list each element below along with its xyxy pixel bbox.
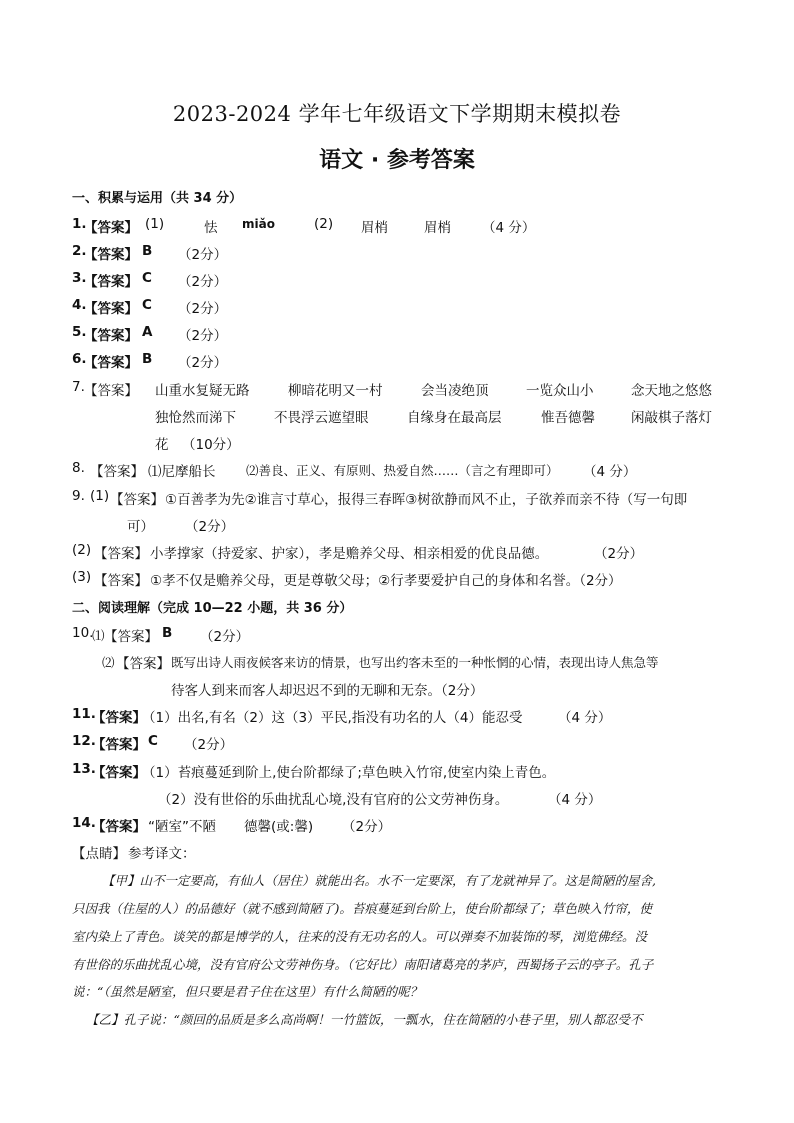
score: （2分） (185, 519, 235, 535)
question-number: 10. (72, 625, 94, 641)
answer-text: B (162, 625, 173, 641)
sub-marker: ⑵ (102, 655, 115, 670)
answer-tag: 【答案】 (84, 220, 138, 236)
section-heading-2: 二、阅读理解（完成 10—22 小题，共 36 分） (72, 601, 353, 616)
answer-tag: 【答案】 (104, 629, 158, 645)
answer-tag: 【答案】 (92, 737, 146, 753)
sub-marker: (2) (72, 542, 92, 558)
translation-line: 有世俗的乐曲扰乱心境，没有官府公文劳神伤身。（它好比）南阳诸葛亮的茅庐，西蜀扬子云的亭子。孔子 (72, 957, 654, 972)
score: （2分） (594, 546, 644, 562)
answer-text: 眉梢 (424, 220, 451, 236)
answer-tag: 【答案】 (94, 573, 148, 589)
answer-text: （1）出名,有名（2）这（3）平民,指没有功名的人（4）能忍受 (142, 710, 523, 726)
translation-line: 说：“（虽然是陋室，但只要是君子住在这里）有什么简陋的呢？ (72, 984, 423, 999)
question-number: 8. (72, 460, 85, 476)
poem-line: 一览众山小 (526, 383, 594, 399)
poem-line: 不畏浮云遮望眼 (274, 410, 369, 426)
poem-line: 花 (155, 437, 169, 453)
answer-text: （2）没有世俗的乐曲扰乱心境,没有官府的公文劳神伤身。 (158, 792, 509, 808)
translation-line: 室内染上了青色。谈笑的都是博学的人，往来的没有无功名的人。可以弹奏不加装饰的琴，浏览佛经。没 (72, 929, 648, 944)
answer-tag: 【答案】 (84, 355, 138, 371)
sub-marker: ⑴ (92, 628, 105, 643)
score: （2分） (178, 355, 228, 371)
score: （4 分） (558, 710, 612, 726)
sub-marker: (1) (90, 488, 110, 504)
answer-text: 待客人到来而客人却迟迟不到的无聊和无奈。（2分） (171, 683, 484, 699)
score: （2分） (178, 301, 228, 317)
question-number: 12. (72, 733, 96, 749)
answer-text: ⑵善良、正义、有原则、热爱自然……（言之有理即可） (246, 463, 559, 478)
score: （2分） (178, 328, 228, 344)
note-label: 参考译文： (128, 846, 196, 862)
sub-marker: (2) (314, 216, 334, 232)
score: （4 分） (583, 464, 637, 480)
question-number: 13. (72, 761, 96, 777)
score: （4 分） (482, 220, 536, 236)
score: （2分） (178, 247, 228, 263)
answer-text: 可） (127, 519, 154, 535)
poem-line: 念天地之悠悠 (631, 383, 712, 399)
answer-tag: 【答案】 (116, 656, 170, 672)
score: （4 分） (548, 792, 602, 808)
section-heading-1: 一、积累与运用（共 34 分） (72, 191, 243, 206)
answer-text: B (142, 243, 153, 259)
answer-tag: 【答案】 (92, 819, 146, 835)
sub-marker: (3) (72, 569, 92, 585)
answer-text: A (142, 324, 153, 340)
answer-text: 怯 (204, 220, 218, 236)
question-number: 2. (72, 243, 87, 259)
poem-line: 自缘身在最高层 (407, 410, 502, 426)
answer-text: miǎo (242, 217, 275, 231)
answer-tag: 【答案】 (92, 765, 146, 781)
translation-line: 【甲】山不一定要高，有仙人（居住）就能出名。水不一定要深，有了龙就神异了。这是简陋的屋舍, (102, 873, 656, 888)
poem-line: 山重水复疑无路 (155, 383, 250, 399)
answer-text: 眉梢 (361, 220, 388, 236)
answer-tag: 【答案】 (84, 328, 138, 344)
translation-line: 【乙】孔子说：“颜回的品质是多么高尚啊！一竹篮饭，一瓢水，住在简陋的小巷子里，别人都忍受不 (86, 1012, 643, 1027)
answer-tag: 【答案】 (84, 247, 138, 263)
poem-line: 会当凌绝顶 (421, 383, 489, 399)
answer-text: 小孝撑家（持爱家、护家），孝是赡养父母、相亲相爱的优良品德。 (150, 546, 549, 562)
note-tag: 【点睛】 (72, 846, 126, 862)
score: （2分） (178, 274, 228, 290)
question-number: 1. (72, 216, 87, 232)
answer-text: C (142, 297, 152, 313)
poem-line: 闲敲棋子落灯 (631, 410, 712, 426)
answer-text: ①百善孝为先②谁言寸草心，报得三春晖③树欲静而风不止，子欲养而亲不待（写一句即 (165, 492, 688, 508)
answer-text: 德馨(或:馨) (244, 819, 314, 835)
score: （2分） (342, 819, 392, 835)
question-number: 11. (72, 706, 96, 722)
answer-text: C (148, 733, 158, 749)
answer-text: B (142, 351, 153, 367)
score: （10分） (182, 437, 240, 453)
answer-tag: 【答案】 (84, 301, 138, 317)
question-number: 4. (72, 297, 87, 313)
document-title: 2023-2024 学年七年级语文下学期期末模拟卷 (172, 102, 622, 126)
answer-tag: 【答案】 (90, 464, 144, 480)
question-number: 7. (72, 379, 85, 395)
translation-line: 只因我（住屋的人）的品德好（就不感到简陋了)。苔痕蔓延到台阶上，使台阶都绿了；草色映入竹帘，使 (72, 901, 652, 916)
poem-line: 柳暗花明又一村 (288, 383, 383, 399)
question-number: 6. (72, 351, 87, 367)
score: （2分） (200, 629, 250, 645)
answer-tag: 【答案】 (84, 383, 138, 399)
answer-text: C (142, 270, 152, 286)
question-number: 9. (72, 488, 85, 504)
question-number: 14. (72, 815, 96, 831)
sub-marker: (1) (145, 216, 165, 232)
question-number: 5. (72, 324, 87, 340)
document-subtitle: 语文 · 参考答案 (319, 148, 475, 173)
answer-tag: 【答案】 (94, 546, 148, 562)
score: （2分） (184, 737, 234, 753)
answer-tag: 【答案】 (110, 492, 164, 508)
answer-text: ⑴尼摩船长 (148, 464, 216, 480)
answer-tag: 【答案】 (92, 710, 146, 726)
answer-text: 既写出诗人雨夜候客来访的情景，也写出约客未至的一种怅惘的心情，表现出诗人焦急等 (171, 655, 659, 670)
answer-text: ①孝不仅是赡养父母，更是尊敬父母；②行孝要爱护自己的身体和名誉。（2分） (150, 573, 622, 589)
question-number: 3. (72, 270, 87, 286)
poem-line: 惟吾德馨 (541, 410, 595, 426)
answer-text: （1）苔痕蔓延到阶上,使台阶都绿了;草色映入竹帘,使室内染上青色。 (142, 765, 556, 781)
poem-line: 独怆然而涕下 (155, 410, 236, 426)
answer-tag: 【答案】 (84, 274, 138, 290)
answer-text: “陋室”不陋 (148, 819, 216, 835)
